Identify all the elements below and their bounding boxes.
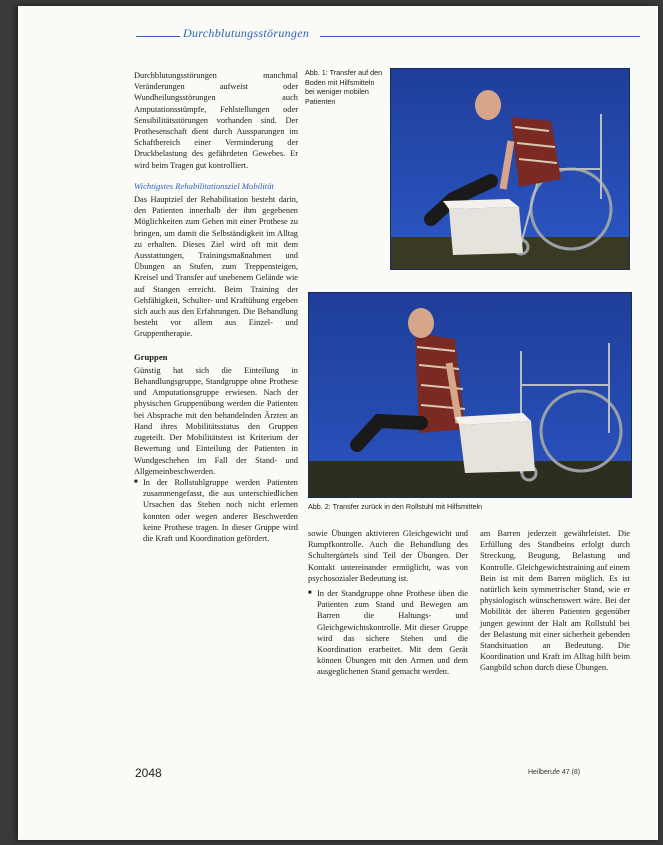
section-title: Durchblutungsstörungen: [183, 26, 310, 40]
subheading-groups: Gruppen: [134, 351, 168, 362]
right-column: [480, 528, 630, 674]
header-rule-right: [320, 36, 640, 37]
journal-source: Heilberufe 47 (8): [528, 769, 581, 776]
middle-paragraph: sowie Übungen aktivieren Gleichgewicht und Rumpfkontrolle. Auch die Behandlung des Schultergürtels sind Teil der Übungen. Der Kontakt untereinander ermöglicht, was von psychosozialer Bedeutung ist.: [308, 529, 468, 583]
figure-1-photo: [390, 68, 630, 270]
middle-column: [308, 528, 468, 678]
standing-group-bullet: ■ In der Standgruppe ohne Prothese üben die Patienten zum Stand und Bewegen am Barren die Haltungs- und Gleichgewichtskontrolle. Mit dieser Gruppe wird das sichere Stehen und die Koordination erarbeitet. Mit dem Gerät können Übungen mit den Armen und dem ausgeglichenen Stand gemacht werden.: [308, 588, 468, 678]
magazine-page: [18, 6, 658, 840]
figure-1-illustration: [391, 69, 629, 269]
intro-paragraph: Durchblutungsstörungen manchmal Veränderungen aufweist oder Wundheilungsstörungen auch Amputationsstümpfe, Fehlstellungen oder Sensibilitätsstörungen vorhanden sind. Der Prothesenschaft dient durch Aussparungen im Schaftbereich einer Verminderung der Druckbelastung des gefährdeten Gewebes. Er wird beim Tragen gut kontrolliert.: [134, 71, 298, 170]
figure-2-illustration: [309, 293, 631, 497]
wheelchair-group-bullet: ■ In der Rollstuhlgruppe werden Patienten zusammengefasst, die aus unterschiedlichen Ursachen das Stehen noch nicht erlernen konnten oder wegen anderer Beschwerden keine Prothese tragen. In dieser Gruppe wird die Kraft und Koordination gefördert.: [134, 477, 298, 544]
figure-2-caption: Abb. 2: Transfer zurück in den Rollstuhl mit Hilfsmitteln: [308, 502, 483, 511]
header-rule-left: [136, 36, 180, 37]
figure-2-photo: [308, 292, 632, 498]
subheading-rehabilitation-goal: Wichtigstes Rehabilitationsziel Mobilität: [134, 180, 274, 191]
left-column: [134, 70, 298, 544]
figure-1-caption: Abb. 1: Transfer auf den Boden mit Hilfsmitteln bei weniger mobilen Patienten: [305, 68, 383, 106]
page-number: 2048: [135, 766, 162, 780]
rehabilitation-paragraph: Das Hauptziel der Rehabilitation besteht darin, den Patienten innerhalb der ihm gegebenen Möglichkeiten zum Gehen mit einer Prothese zu bringen, um damit die Selbständigkeit im Alltag zu erhalten. Dieses Ziel wird oft mit dem Ausstattungen, Trainingsmaßnahmen und Übungen an Stufen, zum Treppensteigen, Kreisel und Transfer auf unebenem Gelände wie auf Stangen erreicht. Beim Training der Gehfähigkeit, Schulter- und Kraftübung ergeben sich auch aus den Erfahrungen. Die Behandlung besteht vor allem aus Einzel- und Gruppentherapie.: [134, 195, 298, 339]
right-paragraph: am Barren jederzeit gewährleistet. Die Erfüllung des Standbeins erfolgt durch Streckung, Beugung, Belastung und Kontrolle. Gleichgewichtstraining auf einem Bein ist mit dem Barren möglich. Es ist natürlich kein symmetrischer Stand, wie er physiologisch wünschenswert wäre. Bei der Mobilität der älteren Patienten gegenüber jungen gewinnt der Halt am Rollstuhl bei der Belastung mit einer sicherheit gebenden Standsituation an Bedeutung. Die Koordination und Kraft im Alltag hilft beim Gangbild schon durch diese Übungen.: [480, 529, 630, 673]
groups-paragraph: Günstig hat sich die Einteilung in Behandlungsgruppe, Standgruppe ohne Prothese und Amputationsgruppe erwiesen. Nach der physischen Gruppenübung werden die Patienten bei Absprache mit den behandelnden Ärzten an Hand ihres Mobilitätsstatus den Gruppen zugeteilt. Der Mobilitätstest ist Kriterium der Bewertung und Einteilung der Patienten in Wundgeschehen im Fall der Stand- und Allgemeinbeschwerden.: [134, 365, 298, 476]
